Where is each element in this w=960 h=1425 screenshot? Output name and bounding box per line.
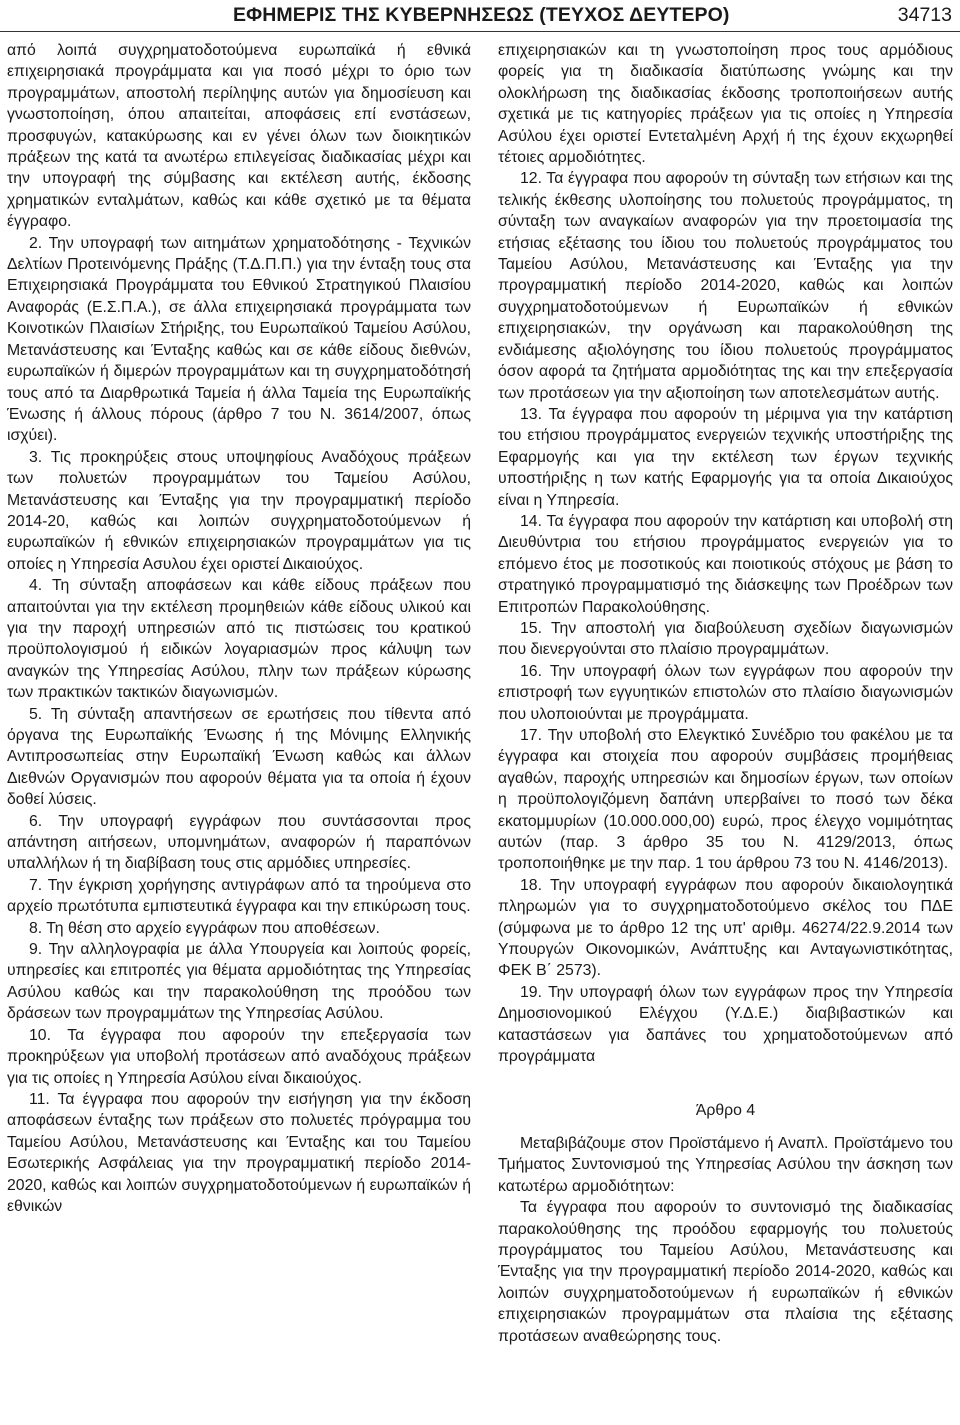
paragraph-item-9: 9. Την αλληλογραφία με άλλα Υπουργεία και λοιπούς φορείς, υπηρεσίες και επιτροπές για θέματα αρμοδιότητας της Υπηρεσίας Ασύλου καθώς και την παρακολούθηση της προόδου των δράσεων των προγραμμάτων της Υπηρεσίας Ασύλου. <box>7 941 471 1023</box>
article-heading: Άρθρο 4 <box>695 1101 756 1119</box>
right-column <box>498 40 953 1347</box>
header-divider <box>0 31 960 32</box>
left-column <box>7 40 471 1217</box>
paragraph-continuation: από λοιπά συγχρηματοδοτούμενα ευρωπαϊκά ή εθνικά επιχειρησιακά προγράμματα και για ποσό μέχρι το όριο των προγραμμάτων, αποστολή περίληψης αυτών για δημοσίευση και γνωστοποίηση, όπου απαιτείται, αποφάσεις επί ενστάσεων, προσφυγών, κατακύρωσης και εν γένει όλων των διοικητικών πράξεων της κατά τα ανωτέρω επιλεγείσας διαδικασίας μέχρι και την υπογραφή της σύμβασης και εκτέλεση αυτής, έκδοσης χρηματικών ενταλμάτων, καθώς και κάθε σχετικό με τα θέματα έγγραφο. <box>7 42 471 231</box>
paragraph-item-13: 13. Τα έγγραφα που αφορούν τη μέριμνα για την κατάρτιση του ετήσιου προγράμματος ενεργειών τεχνικής υποστήριξης της Εφαρμογής και για την εκτέλεση των έργων τεχνικής υποστήριξης η των κατής Εφαρμογής για τα οποία Δικαιούχος είναι η Υπηρεσία. <box>498 405 953 509</box>
paragraph-item-10: 10. Τα έγγραφα που αφορούν την επεξεργασία των προκηρύξεων για υποβολή προτάσεων από αναδόχους πράξεων για τις οποίες η Υπηρεσία Ασύλου είναι δικαιούχος. <box>7 1026 471 1087</box>
page-header <box>0 0 960 34</box>
paragraph-item-4: 4. Τη σύνταξη αποφάσεων και κάθε είδους πράξεων που απαιτούνται για την εκτέλεση προμηθειών κάθε είδους υλικού και για την παροχή υπηρεσιών από τις πιστώσεις του κρατικού προϋπολογισμού ή ειδικών λογαριασμών προς κάλυψη των αναγκών της Υπηρεσίας Ασύλου, πλην των πράξεων κύρωσης των πρακτικών τακτικών διαγωνισμών. <box>7 577 471 702</box>
paragraph-item-12: 12. Τα έγγραφα που αφορούν τη σύνταξη των ετήσιων και της τελικής έκθεσης υλοποίησης του πολυετούς προγράμματος, τη σύνταξη των αναγκαίων αναφορών για την προετοιμασία της ετήσιας εξέτασης του ίδιου του πολυετούς προγράμματος του Ταμείου Ασύλου, Μετανάστευσης και Ένταξης για την προγραμματική περίοδο 2014-2020, καθώς και λοιπών συγχρηματοδοτούμενων ή Ευρωπαϊκών ή εθνικών επιχειρησιακών, την οργάνωση και παρακολούθηση της ενδιάμεσης αξιολόγησης του ίδιου πολυετούς προγράμματος όσον αφορά τα ζητήματα αρμοδιότητας της και την επεξεργασία των προτάσεων για την αξιοποίηση των αποτελεσμάτων αυτής. <box>498 170 953 402</box>
paragraph-item-15: 15. Την αποστολή για διαβούλευση σχεδίων διαγωνισμών που διενεργούνται στο πλαίσιο προγραμμάτων. <box>498 619 953 659</box>
paragraph-item-5: 5. Τη σύνταξη απαντήσεων σε ερωτήσεις που τίθεντα από όργανα της Ευρωπαϊκής Ένωσης ή της Μόνιμης Ελληνικής Αντιπροσωπείας στην Ευρωπαϊκή Ένωση καθώς και άλλων Διεθνών Οργανισμών που αφορούν θέματα για τα οποία ή έχουν δοθεί λύσεις. <box>7 705 471 809</box>
paragraph-item-11: 11. Τα έγγραφα που αφορούν την εισήγηση για την έκδοση αποφάσεων ένταξης των πράξεων στο πολυετές πρόγραμμα του Ταμείου Ασύλου, Μετανάστευσης και Ένταξης και του Ταμείου Εσωτερικής Ασφάλειας για την προγραμματική περίοδο 2014-2020, καθώς και λοιπών συγχρηματοδοτούμενων ή ευρωπαϊκών ή εθνικών <box>7 1090 471 1215</box>
paragraph-item-14: 14. Τα έγγραφα που αφορούν την κατάρτιση και υποβολή στη Διευθύντρια του ετήσιου προγράμματος ενεργειών για το επόμενο έτος με ποσοτικούς και ποιοτικούς στόχους με βάση το στρατηγικό προγραμματισμό της διάσκεψης των Προέδρων των Επιτροπών Παρακολούθησης. <box>498 512 953 616</box>
article-paragraph: Τα έγγραφα που αφορούν το συντονισμό της διαδικασίας παρακολούθησης της προόδου εφαρμογής του πολυετούς προγράμματος του Ταμείου Ασύλου, Μετανάστευσης και Ένταξης για την προγραμματική περίοδο 2014-2020, καθώς και λοιπών συγχρηματοδοτούμενων ή ευρωπαϊκών ή εθνικών επιχειρησιακών προγραμμάτων στα πλαίσια της εξέτασης προτάσεων αναθεώρησης τους. <box>498 1199 953 1345</box>
article-intro: Μεταβιβάζουμε στον Προϊστάμενο ή Αναπλ. Προϊστάμενο του Τμήματος Συντονισμού της Υπηρεσίας Ασύλου την άσκηση των κατωτέρω αρμοδιότητων: <box>498 1134 953 1195</box>
paragraph-item-2: 2. Την υπογραφή των αιτημάτων χρηματοδότησης - Τεχνικών Δελτίων Προτεινόμενης Πράξης (Τ.Δ.Π.Π.) για την ένταξη τους στα Επιχειρησιακά Προγράμματα του Εθνικού Στρατηγικού Πλαισίου Αναφοράς (Ε.Σ.Π.Α.), σε άλλα επιχειρησιακά προγράμματα των Κοινοτικών Πλαισίων Στήριξης, του Ευρωπαϊκού Ταμείου Ασύλου, Μετανάστευσης και Ένταξης καθώς και σε κάθε είδους διεθνών, ευρωπαϊκών ή διμερών προγραμμάτων και τη συγχρηματοδότησή τους από τα Διαρθρωτικά Ταμεία ή άλλα Ταμεία της Ευρωπαϊκής Ένωσης ή άλλους πόρους (άρθρο 7 του Ν. 3614/2007, όπως ισχύει). <box>7 234 471 445</box>
paragraph-continuation: επιχειρησιακών και τη γνωστοποίηση προς τους αρμόδιους φορείς για τη διαδικασία διατύπωσης γνώμης και την ολοκλήρωση της διαδικασίας έκδοσης τροποποιήσεων αυτής σχετικά με τις κατηγορίες πράξεων για τις οποίες η Υπηρεσία Ασύλου έχει οριστεί Εντεταλμένη Αρχή ή της έχουν εκχωρηθεί τέτοιες αρμοδιότητες. <box>498 42 953 167</box>
gazette-title: ΕΦΗΜΕΡΙΣ ΤΗΣ ΚΥΒΕΡΝΗΣΕΩΣ (ΤΕΥΧΟΣ ΔΕΥΤΕΡΟ) <box>233 4 730 26</box>
paragraph-item-16: 16. Την υπογραφή όλων των εγγράφων που αφορούν την επιστροφή των εγγυητικών επιστολών στο πλαίσιο διαγωνισμών που υλοποιούνται με προγράμματα. <box>498 662 953 723</box>
paragraph-item-18: 18. Την υπογραφή εγγράφων που αφορούν δικαιολογητικά πληρωμών για το συγχρηματοδοτούμενο σκέλος του ΠΔΕ (σύμφωνα με το άρθρο 12 της υπ' αριθμ. 46274/22.9.2014 των Υπουργών Οικονομικών, Ανάπτυξης και Ανταγωνιστικότητας, ΦΕΚ Β΄ 2573). <box>498 876 953 980</box>
paragraph-item-17: 17. Την υποβολή στο Ελεγκτικό Συνέδριο του φακέλου με τα έγγραφα και στοιχεία που αφορούν συμβάσεις προμήθειας αγαθών, παροχής υπηρεσιών και δημοσίων έργων, των οποίων η προϋπολογιζόμενη δαπάνη υπερβαίνει το ποσό των δέκα εκατομμυρίων (10.000.000,00) ευρώ, προς έλεγχο νομιμότητας αυτών (παρ. 3 άρθρο 35 του Ν. 4129/2013, όπως τροποποιήθηκε με την παρ. 1 του άρθρου 73 του Ν. 4146/2013). <box>498 727 953 873</box>
paragraph-item-19: 19. Την υπογραφή όλων των εγγράφων προς την Υπηρεσία Δημοσιονομικού Ελέγχου (Υ.Δ.Ε.) διαβιβαστικών και καταστάσεων για δαπάνες του χρηματοδοτούμενων από προγράμματα <box>498 983 953 1066</box>
paragraph-item-3: 3. Τις προκηρύξεις στους υποψηφίους Αναδόχους πράξεων των πολυετών προγραμμάτων του Ταμείου Ασύλου, Μετανάστευσης και Ένταξης για την προγραμματική περίοδο 2014-20, καθώς και λοιπών συγχρηματοδοτούμενων ή ευρωπαϊκών ή εθνικών επιχειρησιακών προγραμμάτων για τις οποίες η Υπηρεσία Ασυλου έχει οριστεί Δικαιούχος. <box>7 448 471 573</box>
page-number: 34713 <box>897 4 952 26</box>
paragraph-item-7: 7. Την έγκριση χορήγησης αντιγράφων από τα τηρούμενα στο αρχείο πρωτότυπα εμπιστευτικά έγγραφα και την επικύρωση τους. <box>7 876 471 916</box>
paragraph-item-6: 6. Την υπογραφή εγγράφων που συντάσσονται προς απάντηση αιτήσεων, υπομνημάτων, αναφορών ή παραπόνων υπαλλήλων ή τη διαβίβαση τους στις αρμόδιες υπηρεσίες. <box>7 812 471 873</box>
paragraph-item-8: 8. Τη θέση στο αρχείο εγγράφων που αποθέσεων. <box>29 919 380 937</box>
